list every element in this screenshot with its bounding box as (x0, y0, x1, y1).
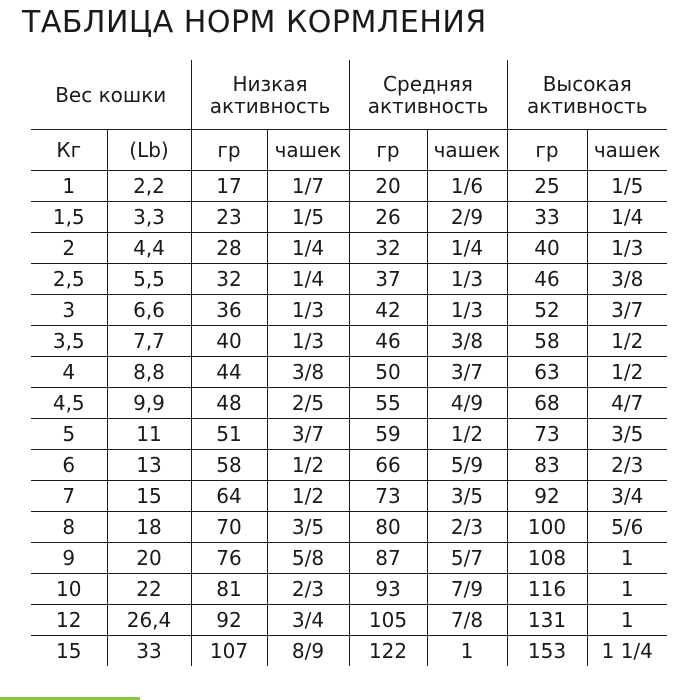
cell-low-cups: 1/7 (267, 171, 349, 202)
cell-kg: 1,5 (31, 202, 107, 233)
table-row (31, 202, 667, 233)
cell-high-cups: 3/8 (587, 264, 667, 295)
cell-high-cups: 1 (587, 543, 667, 574)
cell-high-grams: 116 (507, 574, 587, 605)
cell-high-cups: 3/4 (587, 481, 667, 512)
cell-lb: 6,6 (107, 295, 191, 326)
cell-high-cups: 4/7 (587, 388, 667, 419)
cell-kg: 2 (31, 233, 107, 264)
column-header-high-cups: чашек (587, 130, 667, 171)
cell-high-grams: 68 (507, 388, 587, 419)
table-row (31, 264, 667, 295)
cell-low-cups: 1/3 (267, 326, 349, 357)
table-row (31, 450, 667, 481)
cell-kg: 15 (56, 639, 82, 663)
cell-high-grams: 25 (507, 171, 587, 202)
cell-high-cups: 2/3 (587, 450, 667, 481)
cell-low-grams: 36 (191, 295, 267, 326)
cell-low-cups: 1/5 (267, 202, 349, 233)
cell-high-grams: 52 (507, 295, 587, 326)
column-header-low-cups: чашек (267, 130, 349, 171)
column-header-medium-grams: гр (349, 130, 427, 171)
cell-low-grams: 28 (191, 233, 267, 264)
cell-low-grams: 51 (191, 419, 267, 450)
low-activity-header (191, 60, 349, 130)
cell-high-cups: 1/3 (587, 233, 667, 264)
cell-high-cups: 1 1/4 (587, 636, 667, 667)
table-row (31, 574, 667, 605)
cell-medium-cups: 1/4 (427, 233, 507, 264)
cell-medium-cups: 3/5 (427, 481, 507, 512)
column-header-medium-cups: чашек (427, 130, 507, 171)
table-row (31, 326, 667, 357)
cell-kg: 3 (31, 295, 107, 326)
cell-lb: 9,9 (107, 388, 191, 419)
cell-medium-cups: 1 (427, 636, 507, 667)
page-title: ТАБЛИЦА НОРМ КОРМЛЕНИЯ (22, 5, 487, 40)
cell-high-grams: 153 (507, 636, 587, 667)
cell-low-cups: 3/7 (267, 419, 349, 450)
cell-medium-cups: 5/7 (427, 543, 507, 574)
low-activity-label-line1: Низкая (232, 71, 308, 96)
cell-lb: 2,2 (107, 171, 191, 202)
cell-low-grams: 92 (191, 605, 267, 636)
cell-medium-grams: 105 (349, 605, 427, 636)
cell-kg: 7 (31, 481, 107, 512)
cell-lb: 5,5 (107, 264, 191, 295)
cell-medium-cups: 1/2 (427, 419, 507, 450)
table-row (31, 419, 667, 450)
cell-low-cups: 1/4 (267, 264, 349, 295)
cell-low-cups: 1/4 (267, 233, 349, 264)
cell-medium-cups: 1/3 (427, 264, 507, 295)
cell-lb: 8,8 (107, 357, 191, 388)
cell-medium-grams: 93 (349, 574, 427, 605)
cell-lb: 3,3 (107, 202, 191, 233)
cell-medium-cups: 7/9 (427, 574, 507, 605)
cell-kg: 10 (31, 574, 107, 605)
cell-high-cups: 1/2 (587, 357, 667, 388)
cell-high-cups: 1 (587, 605, 667, 636)
cell-high-cups: 3/5 (587, 419, 667, 450)
cell-medium-cups: 2/3 (427, 512, 507, 543)
cell-low-grams: 44 (191, 357, 267, 388)
cell-low-grams: 107 (191, 636, 267, 667)
column-header-low-grams: гр (191, 130, 267, 171)
table-row (31, 512, 667, 543)
cell-high-grams: 92 (507, 481, 587, 512)
cell-medium-cups: 2/9 (427, 202, 507, 233)
cell-lb: 7,7 (107, 326, 191, 357)
cell-low-grams: 23 (191, 202, 267, 233)
table-row (31, 295, 667, 326)
cell-low-grams: 17 (191, 171, 267, 202)
cell-kg: 4,5 (31, 388, 107, 419)
cell-high-grams: 58 (507, 326, 587, 357)
cell-medium-grams: 32 (349, 233, 427, 264)
cell-lb: 13 (107, 450, 191, 481)
cell-high-grams: 63 (507, 357, 587, 388)
weight-group-label: Вес кошки (55, 82, 167, 107)
cell-lb: 18 (107, 512, 191, 543)
cell-low-grams: 32 (191, 264, 267, 295)
cell-low-cups: 3/8 (267, 357, 349, 388)
cell-kg: 12 (31, 605, 107, 636)
cell-high-cups: 1/2 (587, 326, 667, 357)
medium-activity-header (349, 60, 507, 130)
cell-high-grams: 131 (507, 605, 587, 636)
cell-high-cups: 1 (587, 574, 667, 605)
cell-kg: 3,5 (31, 326, 107, 357)
cell-medium-grams: 87 (349, 543, 427, 574)
table-row (31, 543, 667, 574)
cell-low-grams: 70 (191, 512, 267, 543)
cell-medium-cups: 1/6 (427, 171, 507, 202)
cell-kg: 8 (31, 512, 107, 543)
cell-low-grams: 64 (191, 481, 267, 512)
cell-medium-grams: 122 (349, 636, 427, 667)
column-header-high-grams: гр (507, 130, 587, 171)
cell-high-grams: 100 (507, 512, 587, 543)
table-row (31, 233, 667, 264)
group-header-row (31, 60, 667, 130)
cell-high-grams: 73 (507, 419, 587, 450)
cell-medium-grams: 66 (349, 450, 427, 481)
cell-low-grams: 58 (191, 450, 267, 481)
cell-lb: 20 (107, 543, 191, 574)
column-header-kg: Кг (31, 130, 107, 171)
cell-high-grams: 40 (507, 233, 587, 264)
cell-low-cups: 2/5 (267, 388, 349, 419)
cell-medium-grams: 80 (349, 512, 427, 543)
cell-lb: 4,4 (107, 233, 191, 264)
cell-medium-cups: 3/8 (427, 326, 507, 357)
cell-medium-cups: 3/7 (427, 357, 507, 388)
cell-high-cups: 3/7 (587, 295, 667, 326)
table-row (31, 481, 667, 512)
cell-medium-grams: 55 (349, 388, 427, 419)
weight-group-header (31, 60, 191, 130)
cell-medium-cups: 5/9 (427, 450, 507, 481)
high-activity-header (507, 60, 667, 130)
column-header-lb: (Lb) (107, 130, 191, 171)
cell-high-grams: 83 (507, 450, 587, 481)
cell-low-grams: 81 (191, 574, 267, 605)
medium-activity-label-line2: активность (367, 93, 489, 118)
cell-low-grams: 40 (191, 326, 267, 357)
feeding-norms-table (31, 60, 667, 666)
cell-low-cups: 1/3 (267, 295, 349, 326)
table-row (31, 171, 667, 202)
low-activity-label-line2: активность (209, 93, 331, 118)
cell-kg: 9 (31, 543, 107, 574)
cell-lb: 15 (107, 481, 191, 512)
cell-medium-grams: 59 (349, 419, 427, 450)
cell-kg: 4 (31, 357, 107, 388)
cell-medium-grams: 26 (349, 202, 427, 233)
cell-low-cups: 1/2 (267, 450, 349, 481)
cell-low-cups: 3/4 (267, 605, 349, 636)
high-activity-label-line2: активность (526, 93, 648, 118)
cell-low-cups: 2/3 (267, 574, 349, 605)
cell-kg: 2,5 (31, 264, 107, 295)
cell-medium-grams: 73 (349, 481, 427, 512)
cell-medium-cups: 1/3 (427, 295, 507, 326)
cell-lb: 33 (107, 636, 191, 667)
cell-low-grams: 76 (191, 543, 267, 574)
cell-high-cups: 1/5 (587, 171, 667, 202)
cell-medium-grams: 50 (349, 357, 427, 388)
medium-activity-label-line1: Средняя (383, 71, 473, 96)
table-row (31, 357, 667, 388)
cell-medium-cups: 7/8 (427, 605, 507, 636)
cell-medium-grams: 37 (349, 264, 427, 295)
cell-lb: 26,4 (107, 605, 191, 636)
cell-high-grams: 33 (507, 202, 587, 233)
cell-low-cups: 8/9 (267, 636, 349, 667)
cell-high-grams: 46 (507, 264, 587, 295)
table-row (31, 605, 667, 636)
cell-medium-cups: 4/9 (427, 388, 507, 419)
table-row (31, 388, 667, 419)
high-activity-label-line1: Высокая (542, 71, 632, 96)
unit-header-row (31, 130, 667, 171)
cell-medium-grams: 42 (349, 295, 427, 326)
cell-kg: 6 (31, 450, 107, 481)
cell-medium-grams: 46 (349, 326, 427, 357)
cell-low-grams: 48 (191, 388, 267, 419)
cell-lb: 22 (107, 574, 191, 605)
cell-low-cups: 5/8 (267, 543, 349, 574)
cell-high-cups: 1/4 (587, 202, 667, 233)
cell-high-grams: 108 (507, 543, 587, 574)
cell-kg: 1 (31, 171, 107, 202)
table-row (31, 636, 667, 667)
cell-low-cups: 1/2 (267, 481, 349, 512)
cell-low-cups: 3/5 (267, 512, 349, 543)
cell-high-cups: 5/6 (587, 512, 667, 543)
cell-kg: 5 (31, 419, 107, 450)
cell-medium-grams: 20 (349, 171, 427, 202)
cell-lb: 11 (107, 419, 191, 450)
